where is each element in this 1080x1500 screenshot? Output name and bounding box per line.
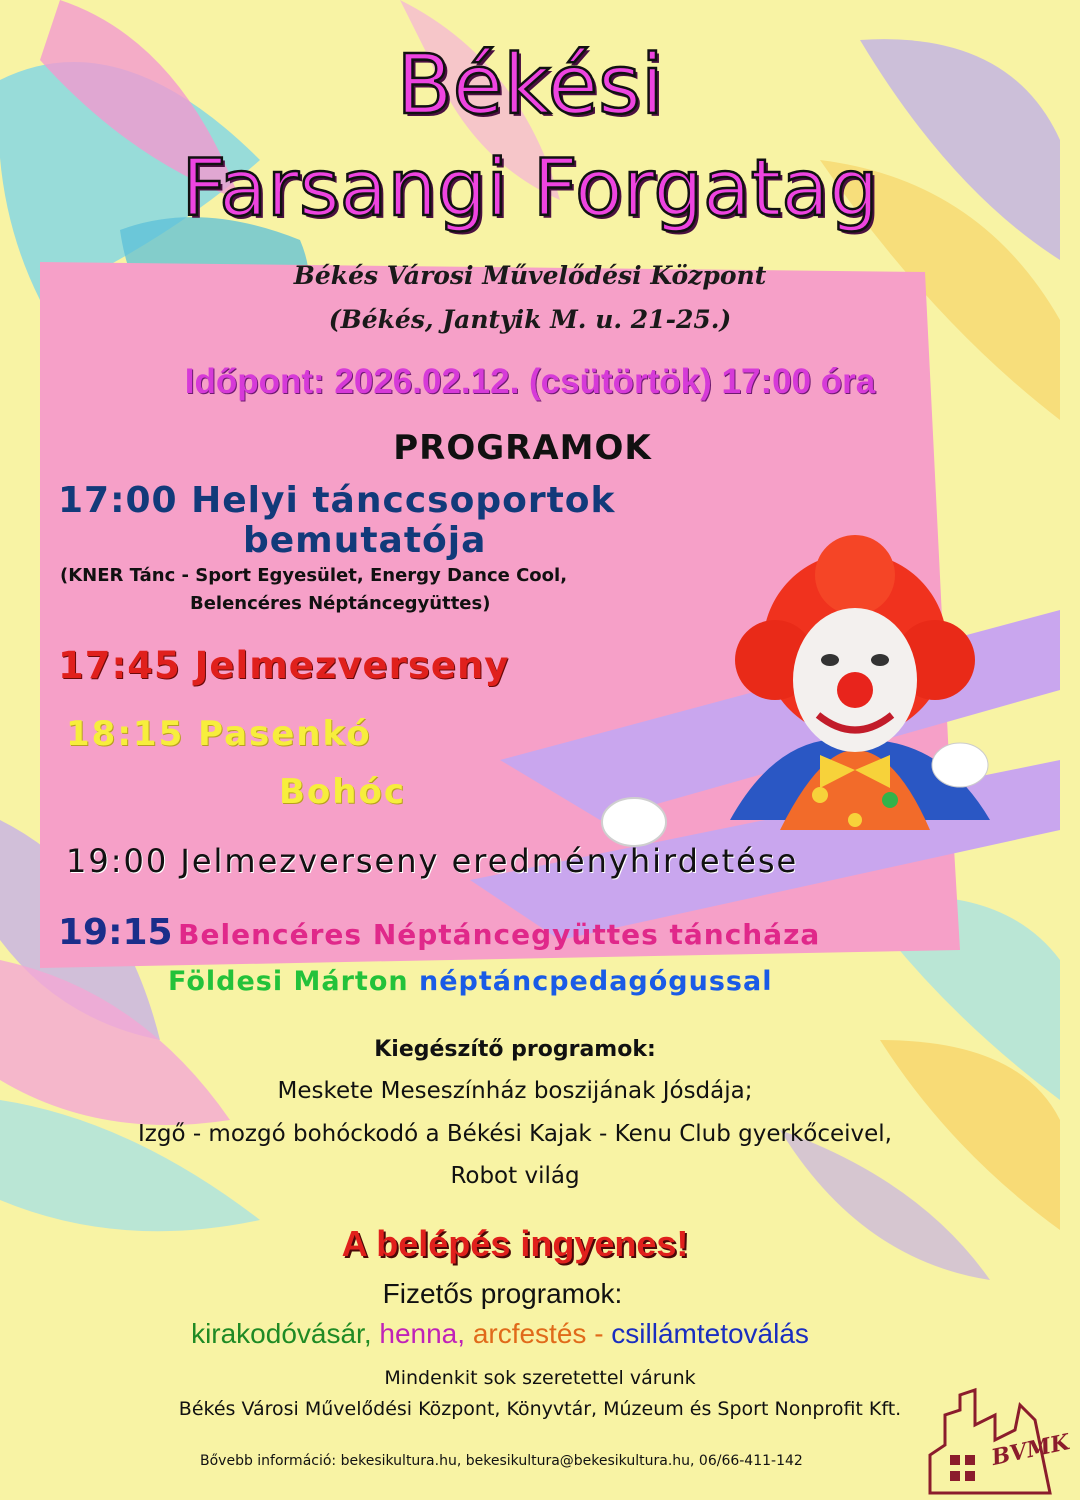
program-dance-groups-line2: bemutatója [243, 520, 487, 561]
free-entry: A belépés ingyenes! [341, 1223, 689, 1264]
dance-teacher-name: Földesi Márton [168, 966, 409, 997]
programs-heading: PROGRAMOK [393, 428, 652, 468]
extras-heading: Kiegészítő programok: [374, 1037, 656, 1062]
paid-item-glitter-tattoo: csillámtetoválás [611, 1318, 809, 1349]
venue-address: (Békés, Jantyik M. u. 21-25.) [328, 305, 732, 334]
paid-item-henna: henna, [379, 1318, 466, 1349]
poster-title-line2: Farsangi Forgatag [181, 144, 879, 234]
program-costume-contest: 17:45 Jelmezverseny [58, 644, 510, 687]
paid-items [0, 1318, 1000, 1350]
program-clown-line2: Bohóc [279, 772, 406, 812]
dance-teacher-role: néptáncpedagógussal [419, 966, 773, 997]
program-dance-house-text: Belencéres Néptáncegyüttes táncháza [178, 918, 821, 951]
closing-line2: Békés Városi Művelődési Központ, Könyvtár, Múzeum és Sport Nonprofit Kft. [178, 1398, 902, 1420]
bvmk-logo-text: BVMK [989, 1429, 1072, 1471]
extras-line3: Robot világ [450, 1163, 580, 1189]
clown-glove [598, 790, 670, 850]
poster-title-line1: Békési [396, 38, 664, 133]
paid-item-market: kirakodóvásár, [191, 1318, 372, 1349]
bvmk-logo [925, 1385, 1072, 1495]
closing-line1: Mindenkit sok szeretettel várunk [384, 1367, 696, 1389]
program-dance-house [58, 912, 820, 953]
paid-item-facepaint: arcfestés - [472, 1318, 604, 1349]
program-dance-groups-sub1: (KNER Tánc - Sport Egyesület, Energy Dance Cool, [60, 565, 568, 586]
footer-info: Bővebb információ: bekesikultura.hu, bekesikultura@bekesikultura.hu, 06/66-411-142 [200, 1453, 803, 1469]
program-dance-groups: 17:00 Helyi tánccsoportok [58, 480, 616, 521]
extras-line1: Meskete Meseszínház boszijának Jósdája; [277, 1078, 753, 1104]
program-dance-teacher [168, 966, 772, 997]
clown-illustration [690, 540, 1030, 840]
extras-line2: Izgő - mozgó bohóckodó a Békési Kajak - Kenu Club gyerkőceivel, [137, 1121, 892, 1147]
program-clown: 18:15 Pasenkó [66, 714, 372, 754]
event-date: Időpont: 2026.02.12. (csütörtök) 17:00 óra [184, 362, 876, 401]
program-dance-groups-sub2: Belencéres Néptáncegyüttes) [190, 593, 491, 614]
venue-name: Békés Városi Művelődési Központ [293, 261, 767, 290]
program-dance-house-time: 19:15 [58, 912, 173, 953]
program-results: 19:00 Jelmezverseny eredményhirdetése [66, 842, 799, 880]
paid-heading: Fizetős programok: [382, 1278, 623, 1309]
